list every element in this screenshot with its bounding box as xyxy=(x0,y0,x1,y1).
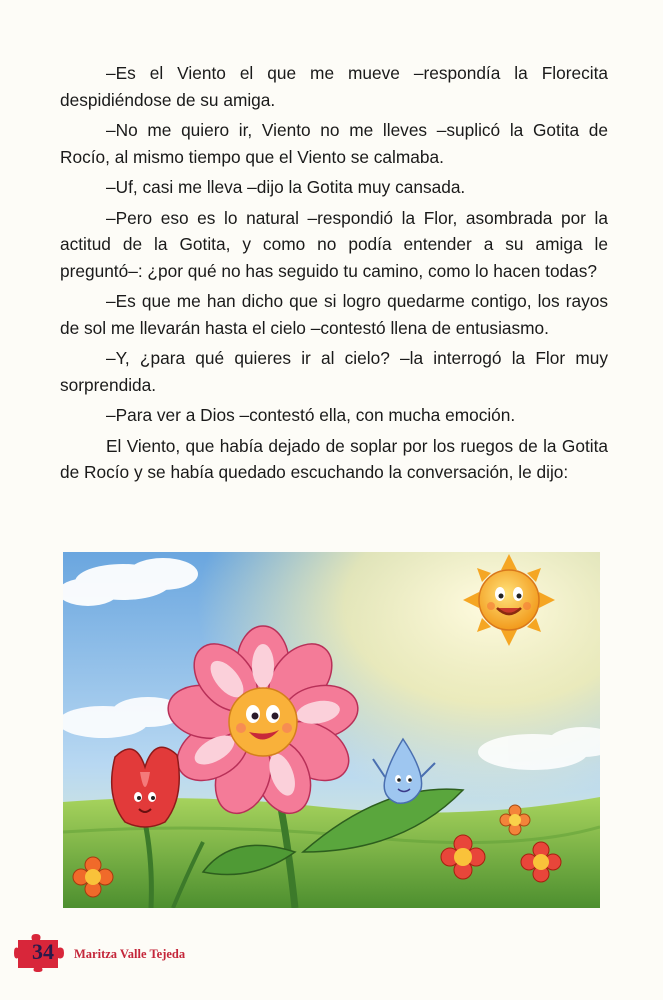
page-number: 34 xyxy=(32,939,54,964)
page-footer xyxy=(14,934,274,970)
author-name: Maritza Valle Tejeda xyxy=(74,947,186,961)
paragraph: –Pero eso es lo natural –respondió la Flor, asombrada por la actitud de la Gotita, y como no podía entender a su amiga le preguntó–: ¿por qué no has seguido tu camino, como lo hacen todas? xyxy=(60,207,608,281)
paragraph: –Y, ¿para qué quieres ir al cielo? –la interrogó la Flor muy sorprendida. xyxy=(60,348,608,395)
paragraph: El Viento, que había dejado de soplar por los ruegos de la Gotita de Rocío y se había quedado escuchando la conversación, le dijo: xyxy=(60,435,608,482)
story-text xyxy=(60,60,608,490)
paragraph: –Uf, casi me lleva –dijo la Gotita muy cansada. xyxy=(106,177,466,197)
paragraph: –No me quiero ir, Viento no me lleves –suplicó la Gotita de Rocío, al mismo tiempo que el Viento se calmaba. xyxy=(60,120,608,167)
paragraph: –Es que me han dicho que si logro quedarme contigo, los rayos de sol me llevarán hasta el cielo –contestó llena de entusiasmo. xyxy=(60,291,608,338)
paragraph: –Es el Viento el que me mueve –respondía la Florecita despidiéndose de su amiga. xyxy=(60,63,608,110)
story-illustration xyxy=(63,552,600,908)
paragraph: –Para ver a Dios –contestó ella, con mucha emoción. xyxy=(106,405,516,425)
